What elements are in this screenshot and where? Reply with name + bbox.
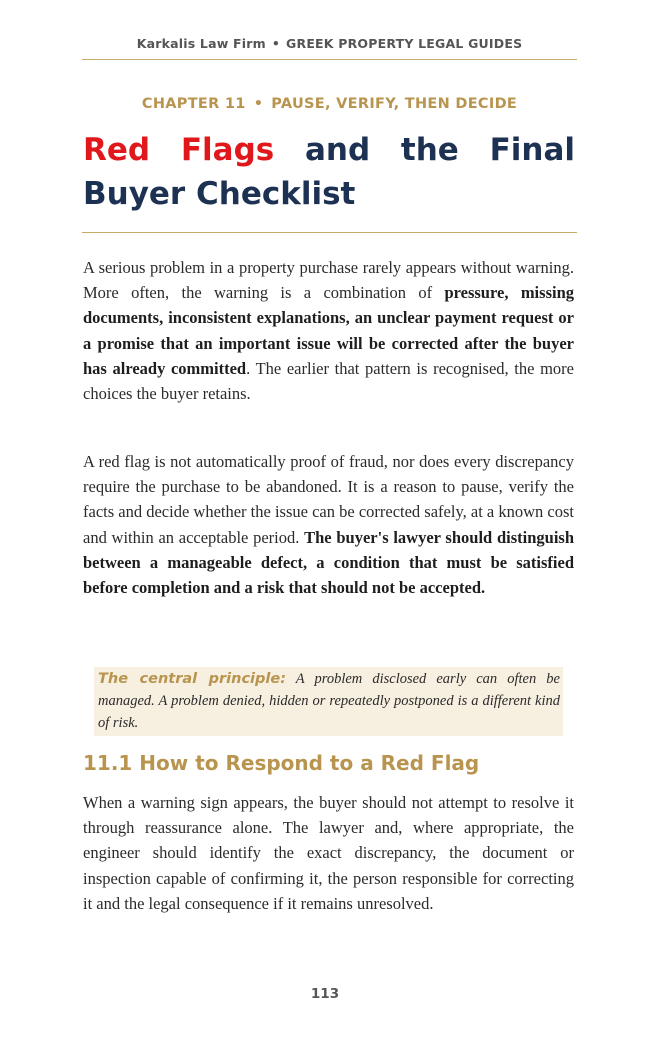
running-header: [82, 36, 577, 51]
title-word-flags: Flags: [180, 132, 275, 168]
title-line-1: [83, 128, 575, 172]
central-principle-callout: [94, 667, 563, 736]
page-number: 113: [310, 986, 340, 1002]
header-series-name: GREEK PROPERTY LEGAL GUIDES: [286, 36, 523, 51]
title-divider: [82, 232, 577, 233]
header-divider: [82, 59, 577, 60]
red-flag-paragraph: [83, 449, 574, 600]
header-firm-name: Karkalis Law Firm: [136, 36, 266, 51]
header-separator: •: [271, 36, 281, 51]
title-word-final: Final: [489, 132, 575, 168]
section-paragraph: When a warning sign appears, the buyer should not attempt to resolve it through reassurance alone. The lawyer and, where appropriate, the engineer should identify the exact discrepancy, the document or inspection capable of confirming it, the person responsible for correcting it and the legal consequence if it remains unresolved.: [83, 793, 574, 913]
title-word-and: and: [304, 132, 371, 168]
chapter-number: CHAPTER 11: [141, 96, 246, 112]
callout-text: A problem disclosed early can often be managed. A problem denied, hidden or repeatedly postponed is a different kind of risk.: [98, 671, 560, 731]
chapter-separator: •: [253, 96, 264, 112]
intro-text-start: A serious problem in a property purchase rarely appears without warning. More often, the warning is a combination of: [83, 258, 574, 303]
red-flag-text: A red flag is not automatically proof of fraud, nor does every discrepancy require the purchase to be abandoned. It is a reason to pause, verify the facts and decide whether the issue can be corrected safely, at a known cost and within an acceptable period.: [83, 452, 574, 547]
callout-lead: The central principle:: [98, 671, 286, 687]
intro-paragraph: [83, 255, 574, 406]
page-title: [83, 128, 575, 216]
red-flag-bold-text: The buyer's lawyer should distinguish between a manageable defect, a condition that must be satisfied before completion and a risk that should not be accepted.: [83, 527, 574, 598]
intro-bold-text: pressure, missing documents, inconsistent explanations, an unclear payment request or a promise that an important issue will be corrected after the buyer has already committed: [83, 283, 574, 378]
intro-text-end: . The earlier that pattern is recognised, the more choices the buyer retains.: [83, 358, 574, 404]
section-heading: 11.1 How to Respond to a Red Flag: [83, 751, 480, 775]
chapter-subtitle: PAUSE, VERIFY, THEN DECIDE: [271, 96, 518, 112]
title-line-2: Buyer Checklist: [83, 176, 356, 212]
chapter-label: [82, 96, 577, 112]
title-word-the: the: [400, 132, 459, 168]
title-word-red: Red: [83, 132, 151, 168]
